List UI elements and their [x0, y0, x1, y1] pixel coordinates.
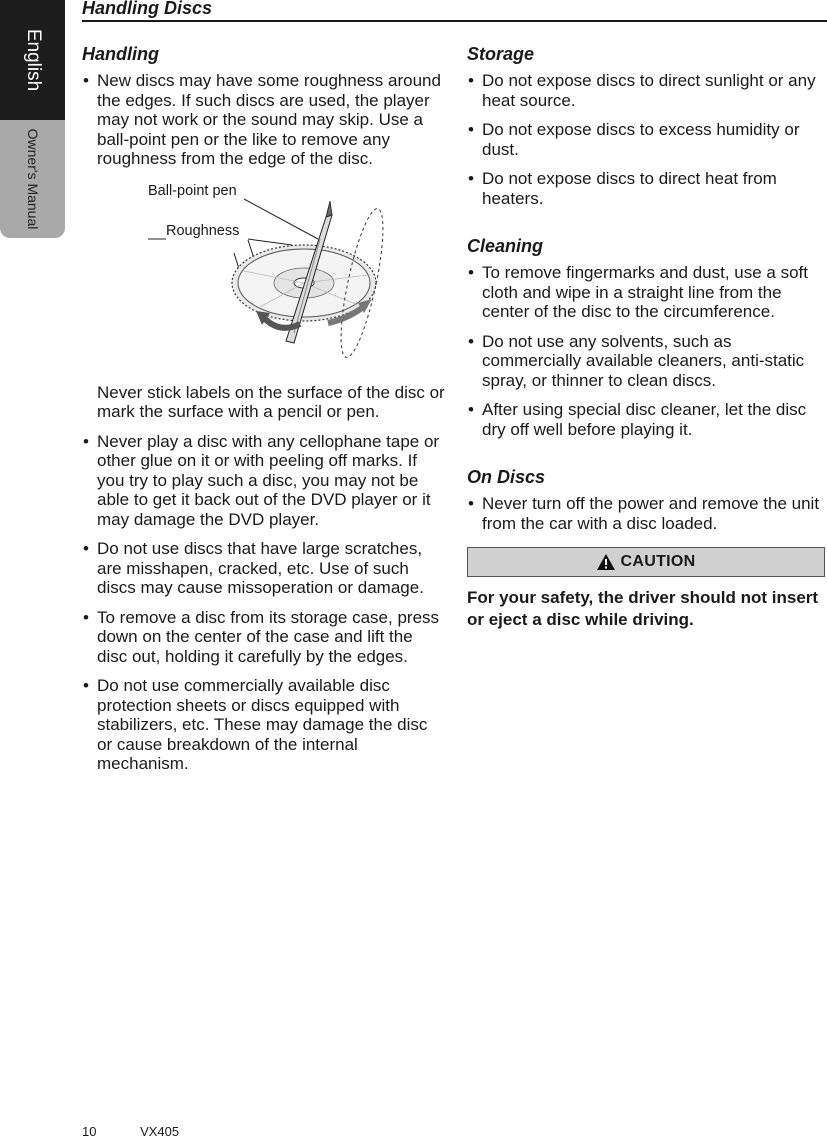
labels-note: Never stick labels on the surface of the disc or mark the surface with a pencil or pen.: [97, 382, 445, 421]
caution-message: For your safety, the driver should not insert or eject a disc while driving.: [467, 588, 819, 629]
page-title: Handling Discs: [82, 0, 213, 18]
list-item: • Do not use commercially available disc protection sheets or discs equipped with stabilizers, etc. These may damage the disc or cause breakdown of the internal mechanism.: [82, 676, 447, 774]
owners-manual-tab-label: Owner's Manual: [24, 128, 41, 230]
list-item: • Do not expose discs to direct heat from heaters.: [467, 169, 825, 208]
list-item: • Do not use discs that have large scratches, are misshapen, cracked, etc. Use of such discs may cause missoperation or damage.: [82, 539, 447, 598]
handling-heading: Handling: [82, 44, 159, 64]
disc-roughness-drawing: [144, 183, 444, 373]
list-item: • Do not use any solvents, such as commercially available cleaners, anti-static spray, or thinner to clean discs.: [467, 332, 825, 391]
handling-intro-bullet: • New discs may have some roughness around the edges. If such discs are used, the player may not work or the sound may skip. Use a ball-point pen or the like to remove any roughness from the edge of the disc.: [82, 71, 447, 169]
list-item: • To remove fingermarks and dust, use a soft cloth and wipe in a straight line from the center of the disc to the circumference.: [467, 263, 825, 322]
caution-banner: [467, 547, 825, 577]
list-item: • Never play a disc with any cellophane tape or other glue on it or with peeling off marks. If you try to play such a disc, you may not be able to get it back out of the DVD player or it may damage the DVD player.: [82, 432, 447, 530]
list-item: • Never turn off the power and remove the unit from the car with a disc loaded.: [467, 494, 825, 533]
left-column: [82, 44, 447, 784]
cleaning-heading: Cleaning: [467, 236, 544, 256]
right-column: [467, 44, 825, 631]
disc-illustration: [144, 183, 444, 373]
warning-icon: [597, 554, 615, 570]
owners-manual-tab[interactable]: [0, 120, 65, 238]
header-divider: [82, 20, 827, 22]
roughness-label: Roughness: [166, 222, 240, 239]
ball-point-pen-label: Ball-point pen: [148, 182, 237, 199]
list-item: • After using special disc cleaner, let the disc dry off well before playing it.: [467, 400, 825, 439]
list-item: • Do not expose discs to direct sunlight or any heat source.: [467, 71, 825, 110]
language-tab-label: English: [22, 28, 44, 92]
page-footer: [82, 1124, 219, 1139]
list-item: • To remove a disc from its storage case, press down on the center of the case and lift the disc out, holding it carefully by the edges.: [82, 608, 447, 667]
caution-label: CAUTION: [620, 553, 696, 570]
storage-heading: Storage: [467, 44, 535, 64]
list-item: • Do not expose discs to excess humidity or dust.: [467, 120, 825, 159]
model-name: VX405: [140, 1124, 180, 1139]
page-number: 10: [82, 1124, 97, 1139]
language-tab[interactable]: [0, 0, 65, 120]
on-discs-heading: On Discs: [467, 467, 546, 487]
